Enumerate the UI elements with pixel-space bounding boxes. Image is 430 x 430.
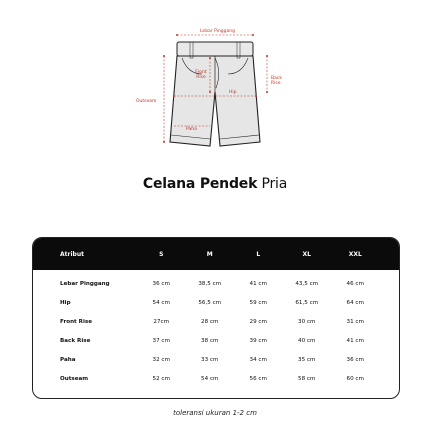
tolerance-note: toleransi ukuran 1-2 cm: [173, 409, 257, 417]
table-body: [33, 270, 399, 388]
table-row: [33, 369, 399, 388]
header-s: S: [159, 250, 164, 258]
row-label: Outseam: [60, 375, 89, 382]
shorts-illustration: [130, 22, 300, 172]
label-back-rise: Back Rise: [271, 76, 282, 86]
cell: 40 cm: [298, 337, 316, 344]
cell: 30 cm: [298, 318, 316, 325]
cell: 54 cm: [152, 299, 170, 306]
table-row: [33, 312, 399, 331]
row-label: Back Rise: [60, 337, 91, 344]
cell: 33 cm: [201, 356, 219, 363]
table-row: [33, 350, 399, 369]
cell: 32 cm: [152, 356, 170, 363]
cell: 36 cm: [152, 280, 170, 287]
cell: 46 cm: [346, 280, 364, 287]
cell: 37 cm: [152, 337, 170, 344]
label-lebar-pinggang: Lebar Pinggang: [200, 29, 235, 34]
cell: 41 cm: [249, 280, 267, 287]
size-table: [32, 237, 400, 399]
cell: 28 cm: [201, 318, 219, 325]
header-xl: XL: [302, 250, 311, 258]
row-label: Lebar Pinggang: [60, 280, 110, 287]
cell: 31 cm: [346, 318, 364, 325]
label-paha: Paha: [186, 127, 197, 132]
cell: 60 cm: [346, 375, 364, 382]
row-label: Paha: [60, 356, 76, 363]
header-m: M: [206, 250, 213, 258]
cell: 56,5 cm: [198, 299, 222, 306]
title-light: Pria: [261, 176, 288, 192]
page-title: [0, 176, 430, 192]
title-bold: Celana Pendek: [142, 176, 258, 192]
header-l: L: [256, 250, 261, 258]
header-xxl: XXL: [348, 250, 362, 258]
cell: 27cm: [153, 318, 170, 325]
cell: 35 cm: [298, 356, 316, 363]
label-hip: Hip: [229, 90, 237, 95]
cell: 54 cm: [201, 375, 219, 382]
cell: 58 cm: [298, 375, 316, 382]
cell: 36 cm: [346, 356, 364, 363]
cell: 52 cm: [152, 375, 170, 382]
cell: 38,5 cm: [198, 280, 222, 287]
label-front-rise: Front Rise: [195, 70, 207, 80]
table-header: [33, 238, 399, 270]
table-row: [33, 274, 399, 293]
cell: 41 cm: [346, 337, 364, 344]
cell: 34 cm: [249, 356, 267, 363]
header-atribut: Atribut: [60, 250, 84, 258]
cell: 56 cm: [249, 375, 267, 382]
label-outseam: Outseam: [136, 99, 157, 104]
cell: 38 cm: [201, 337, 219, 344]
row-label: Front Rise: [60, 318, 93, 325]
cell: 64 cm: [346, 299, 364, 306]
cell: 59 cm: [249, 299, 267, 306]
cell: 61,5 cm: [295, 299, 319, 306]
shorts-diagram: [130, 22, 300, 172]
cell: 43,5 cm: [295, 280, 319, 287]
row-label: Hip: [60, 299, 71, 306]
table-row: [33, 293, 399, 312]
cell: 39 cm: [249, 337, 267, 344]
table-row: [33, 331, 399, 350]
cell: 29 cm: [249, 318, 267, 325]
